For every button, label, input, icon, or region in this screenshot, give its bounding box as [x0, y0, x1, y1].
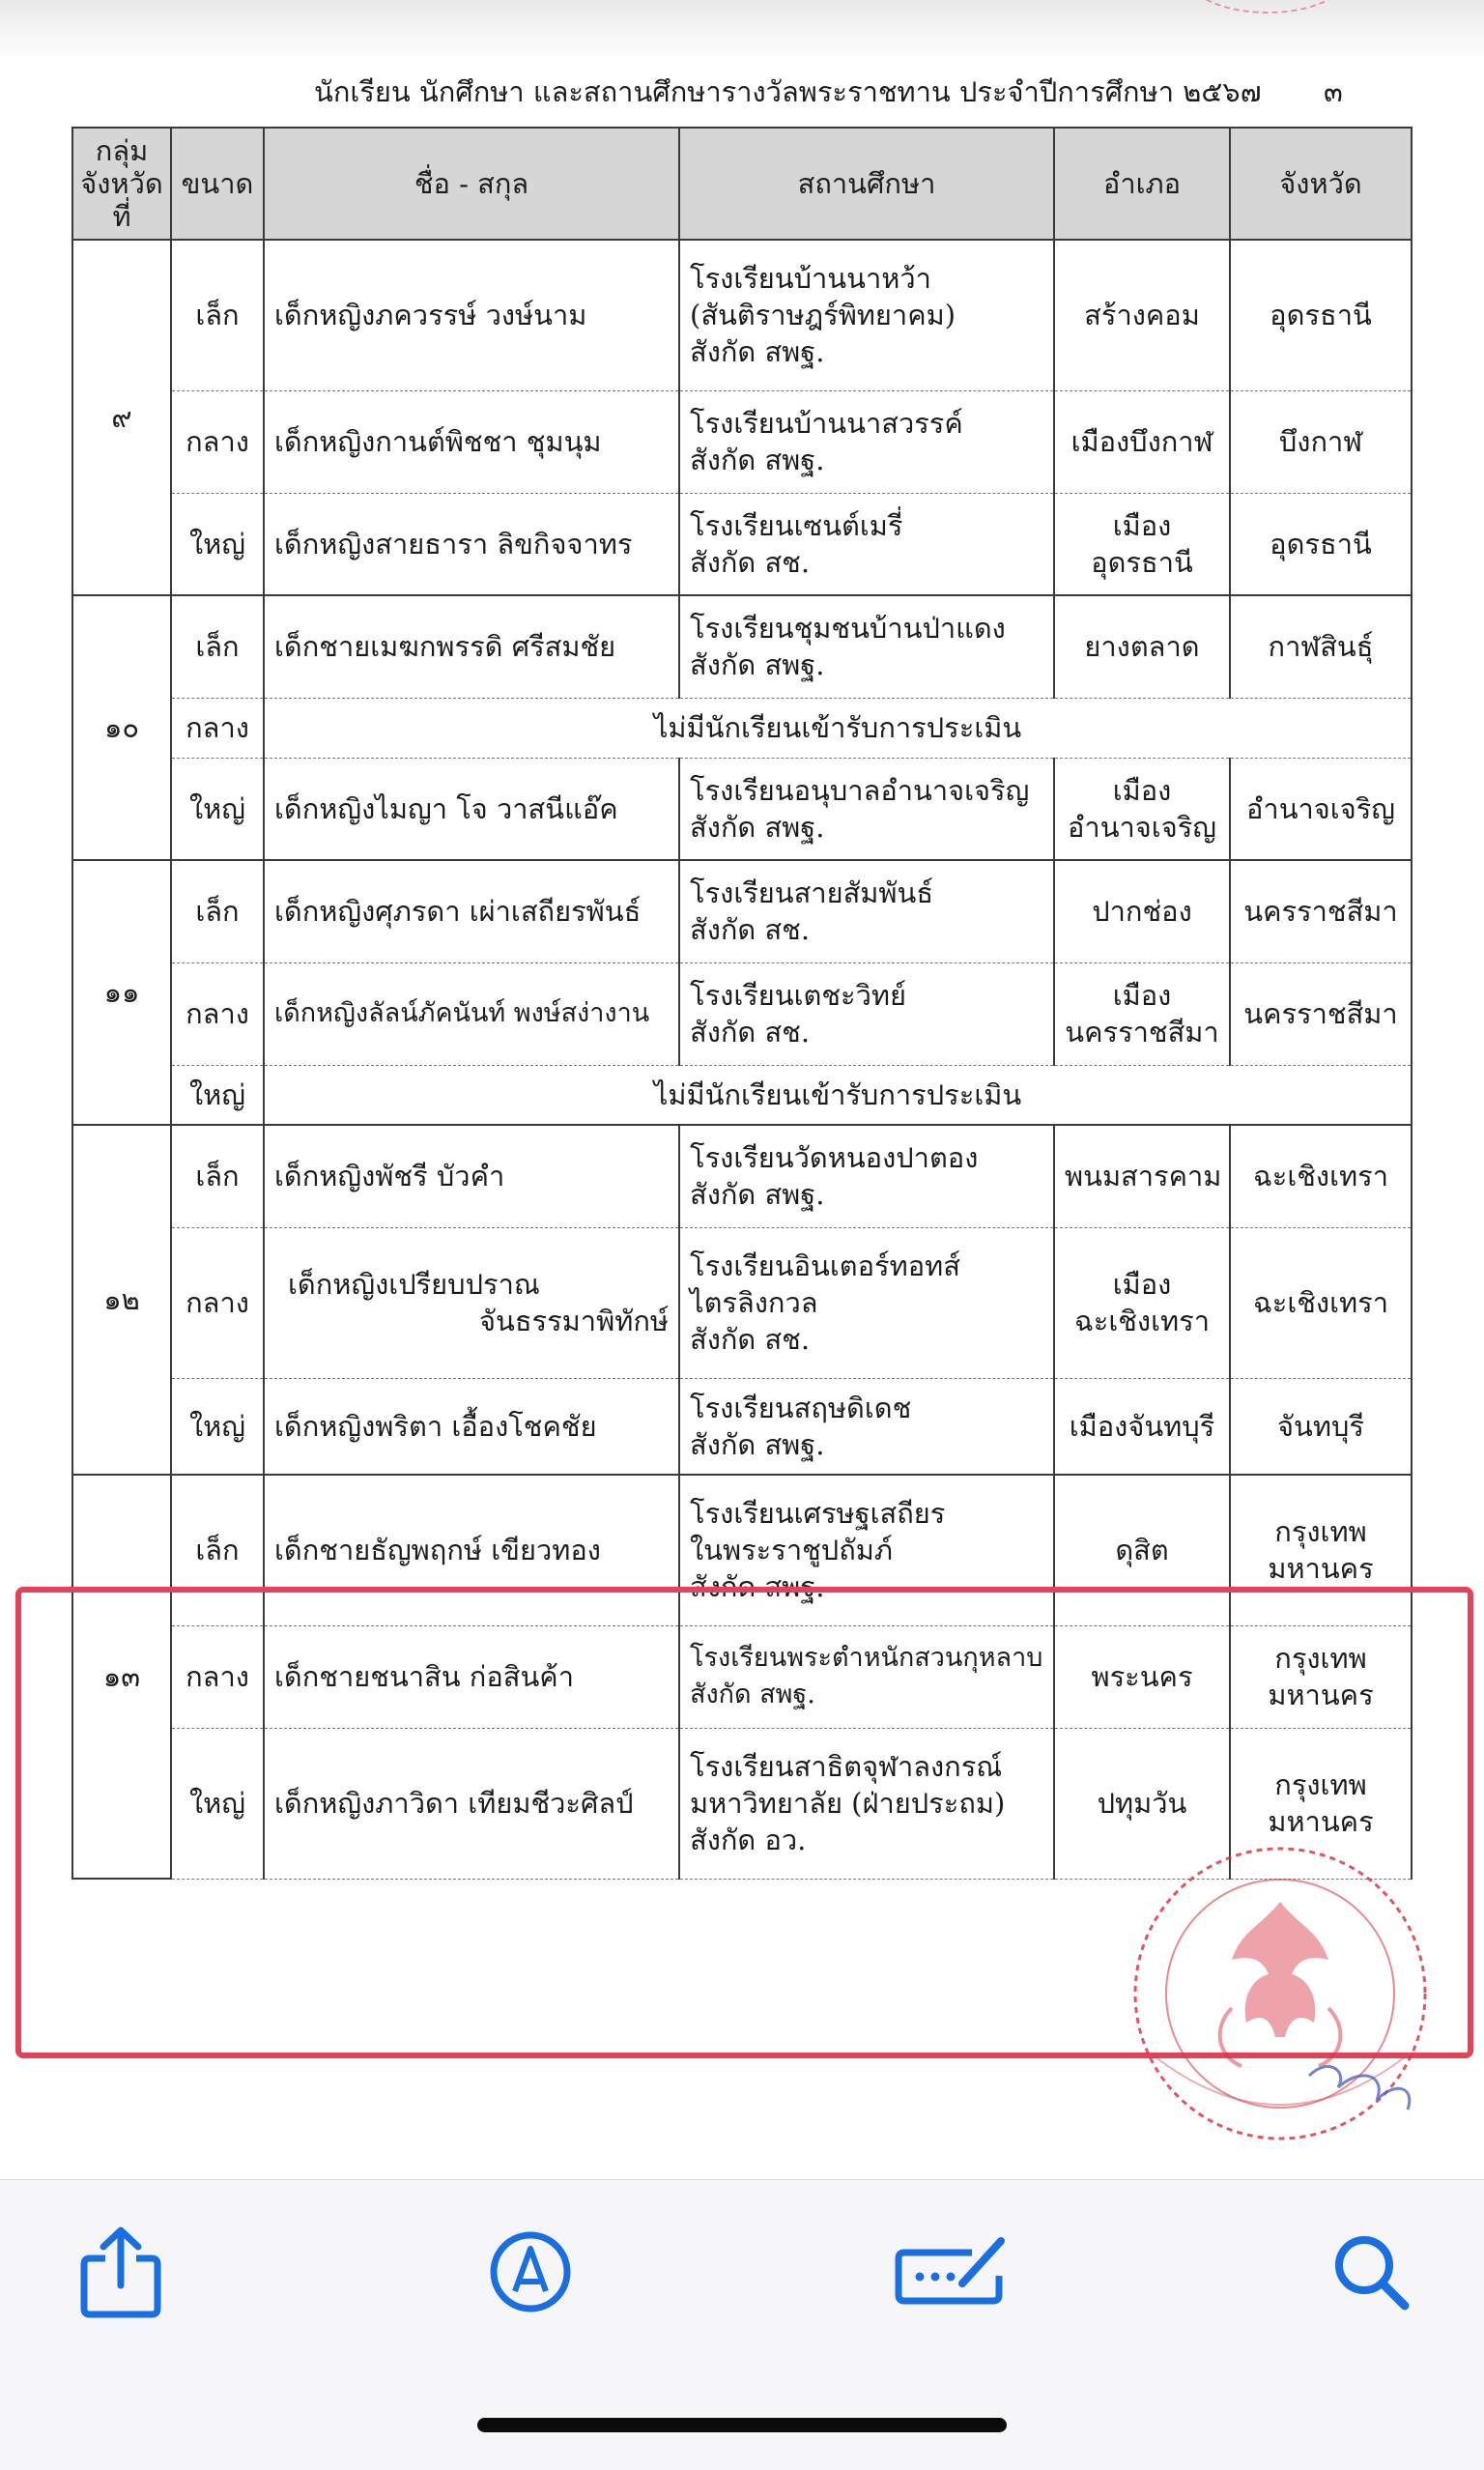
student-name-cell: เด็กหญิงไมญา โจ วาสนีแอ๊ค: [264, 758, 679, 860]
table-row: [72, 493, 1412, 595]
table-row: [72, 758, 1412, 860]
ministry-seal-stamp: [1097, 1834, 1464, 2153]
province-cell: ฉะเชิงเทรา: [1230, 1125, 1412, 1227]
size-cell: ใหญ่: [171, 1728, 264, 1879]
group-number-cell: ๙: [72, 240, 171, 595]
size-cell: ใหญ่: [171, 493, 264, 595]
student-name-cell: เด็กชายเมฆกพรรดิ ศรีสมชัย: [264, 595, 679, 698]
table-row: [72, 962, 1412, 1065]
column-header-size: ขนาด: [171, 128, 264, 240]
district-cell: ปากช่อง: [1054, 860, 1230, 962]
signature-icon: [895, 2233, 1009, 2311]
district-cell: เมืองอุดรธานี: [1054, 493, 1230, 595]
group-number-cell: ๑๒: [72, 1125, 171, 1475]
column-header-province: จังหวัด: [1230, 128, 1412, 240]
school-cell: โรงเรียนบ้านนาหว้า (สันติราษฎร์พิทยาคม) สังกัด สพฐ.: [679, 240, 1054, 390]
size-cell: เล็ก: [171, 1475, 264, 1625]
student-name-cell: เด็กชายชนาสิน ก่อสินค้า: [264, 1625, 679, 1728]
page-header: [314, 70, 1377, 114]
student-name-cell: เด็กหญิงภควรรษ์ วงษ์นาม: [264, 240, 679, 390]
school-cell: โรงเรียนอนุบาลอำนาจเจริญ สังกัด สพฐ.: [679, 758, 1054, 860]
student-name-cell: เด็กหญิงพริตา เอื้องโชคชัย: [264, 1378, 679, 1475]
size-cell: ใหญ่: [171, 1378, 264, 1475]
district-cell: ดุสิต: [1054, 1475, 1230, 1625]
no-entry-cell: ไม่มีนักเรียนเข้ารับการประเมิน: [264, 1065, 1412, 1125]
table-row: [72, 1125, 1412, 1227]
province-cell: กรุงเทพ มหานคร: [1230, 1728, 1412, 1879]
page-number: ๓: [1324, 75, 1343, 108]
student-name-cell: เด็กหญิงพัชรี บัวคำ: [264, 1125, 679, 1227]
bottom-toolbar: [0, 2179, 1484, 2470]
province-cell: กรุงเทพ มหานคร: [1230, 1475, 1412, 1625]
table-row: [72, 1227, 1412, 1378]
district-cell: ปทุมวัน: [1054, 1728, 1230, 1879]
size-cell: กลาง: [171, 698, 264, 758]
student-name-cell: เด็กหญิงศุภรดา เผ่าเสถียรพันธ์: [264, 860, 679, 962]
size-cell: ใหญ่: [171, 1065, 264, 1125]
school-cell: โรงเรียนบ้านนาสวรรค์ สังกัด สพฐ.: [679, 390, 1054, 493]
markup-pen-icon: [486, 2227, 575, 2316]
province-cell: นครราชสีมา: [1230, 860, 1412, 962]
district-cell: เมือง นครราชสีมา: [1054, 962, 1230, 1065]
markup-button[interactable]: [477, 2219, 584, 2325]
home-indicator[interactable]: [477, 2418, 1007, 2432]
school-cell: โรงเรียนอินเตอร์ทอทส์ ไตรลิงกวล สังกัด สช.: [679, 1227, 1054, 1378]
school-cell: โรงเรียนสฤษดิเดช สังกัด สพฐ.: [679, 1378, 1054, 1475]
table-row: [72, 240, 1412, 390]
column-header-name: ชื่อ - สกุล: [264, 128, 679, 240]
district-cell: เมือง อำนาจเจริญ: [1054, 758, 1230, 860]
size-cell: กลาง: [171, 1227, 264, 1378]
column-header-school: สถานศึกษา: [679, 128, 1054, 240]
table-row: [72, 595, 1412, 698]
page-header-title: นักเรียน นักศึกษา และสถานศึกษารางวัลพระราชทาน ประจำปีการศึกษา ๒๕๖๗: [314, 75, 1262, 108]
group-number-cell: ๑๑: [72, 860, 171, 1125]
student-name-cell: เด็กชายธัญพฤกษ์ เขียวทอง: [264, 1475, 679, 1625]
group-number-cell: ๑๐: [72, 595, 171, 860]
student-name-cell: เด็กหญิงลัลน์ภัคนันท์ พงษ์สง่างาน: [264, 962, 679, 1065]
signature-button[interactable]: [889, 2219, 1014, 2325]
table-row: [72, 1378, 1412, 1475]
district-cell: เมือง ฉะเชิงเทรา: [1054, 1227, 1230, 1378]
school-cell: โรงเรียนสายสัมพันธ์ สังกัด สช.: [679, 860, 1054, 962]
school-cell: โรงเรียนเศรษฐเสถียร ในพระราชูปถัมภ์ สังกัด สพฐ.: [679, 1475, 1054, 1625]
group-number-cell: ๑๓: [72, 1475, 171, 1879]
province-cell: อุดรธานี: [1230, 493, 1412, 595]
school-cell: โรงเรียนชุมชนบ้านป่าแดง สังกัด สพฐ.: [679, 595, 1054, 698]
province-cell: ฉะเชิงเทรา: [1230, 1227, 1412, 1378]
search-button[interactable]: [1318, 2219, 1424, 2325]
district-cell: พระนคร: [1054, 1625, 1230, 1728]
size-cell: กลาง: [171, 962, 264, 1065]
share-button[interactable]: [68, 2219, 174, 2325]
school-cell: โรงเรียนเตชะวิทย์ สังกัด สช.: [679, 962, 1054, 1065]
table-row: [72, 860, 1412, 962]
size-cell: กลาง: [171, 390, 264, 493]
student-name-cell: เด็กหญิงเปรียบปราณ จันธรรมาพิทักษ์: [264, 1227, 679, 1378]
district-cell: เมืองจันทบุรี: [1054, 1378, 1230, 1475]
student-name-cell: เด็กหญิงภาวิดา เทียมชีวะศิลป์: [264, 1728, 679, 1879]
school-cell: โรงเรียนพระตำหนักสวนกุหลาบ สังกัด สพฐ.: [679, 1625, 1054, 1728]
school-cell: โรงเรียนวัดหนองปาตอง สังกัด สพฐ.: [679, 1125, 1054, 1227]
province-cell: นครราชสีมา: [1230, 962, 1412, 1065]
school-cell: โรงเรียนสาธิตจุฬาลงกรณ์ มหาวิทยาลัย (ฝ่ายประถม) สังกัด อว.: [679, 1728, 1054, 1879]
district-cell: พนมสารคาม: [1054, 1125, 1230, 1227]
table-header-row: [72, 128, 1412, 240]
table-row: [72, 1065, 1412, 1125]
size-cell: เล็ก: [171, 595, 264, 698]
province-cell: บึงกาฬ: [1230, 390, 1412, 493]
size-cell: ใหญ่: [171, 758, 264, 860]
size-cell: เล็ก: [171, 860, 264, 962]
province-cell: กรุงเทพ มหานคร: [1230, 1625, 1412, 1728]
size-cell: เล็ก: [171, 240, 264, 390]
size-cell: เล็ก: [171, 1125, 264, 1227]
column-header-group: กลุ่ม จังหวัด ที่: [72, 128, 171, 240]
district-cell: ยางตลาด: [1054, 595, 1230, 698]
size-cell: กลาง: [171, 1625, 264, 1728]
student-name-cell: เด็กหญิงกานต์พิชชา ชุมนุม: [264, 390, 679, 493]
no-entry-cell: ไม่มีนักเรียนเข้ารับการประเมิน: [264, 698, 1412, 758]
district-cell: สร้างคอม: [1054, 240, 1230, 390]
province-cell: กาฬสินธุ์: [1230, 595, 1412, 698]
document-page: [0, 56, 1484, 2163]
province-cell: อำนาจเจริญ: [1230, 758, 1412, 860]
province-cell: จันทบุรี: [1230, 1378, 1412, 1475]
search-icon: [1329, 2230, 1413, 2313]
school-cell: โรงเรียนเซนต์เมรี่ สังกัด สช.: [679, 493, 1054, 595]
share-icon: [76, 2226, 165, 2318]
column-header-district: อำเภอ: [1054, 128, 1230, 240]
district-cell: เมืองบึงกาฬ: [1054, 390, 1230, 493]
table-row: [72, 390, 1412, 493]
province-cell: อุดรธานี: [1230, 240, 1412, 390]
table-row: [72, 698, 1412, 758]
student-name-cell: เด็กหญิงสายธารา ลิขกิจจาทร: [264, 493, 679, 595]
